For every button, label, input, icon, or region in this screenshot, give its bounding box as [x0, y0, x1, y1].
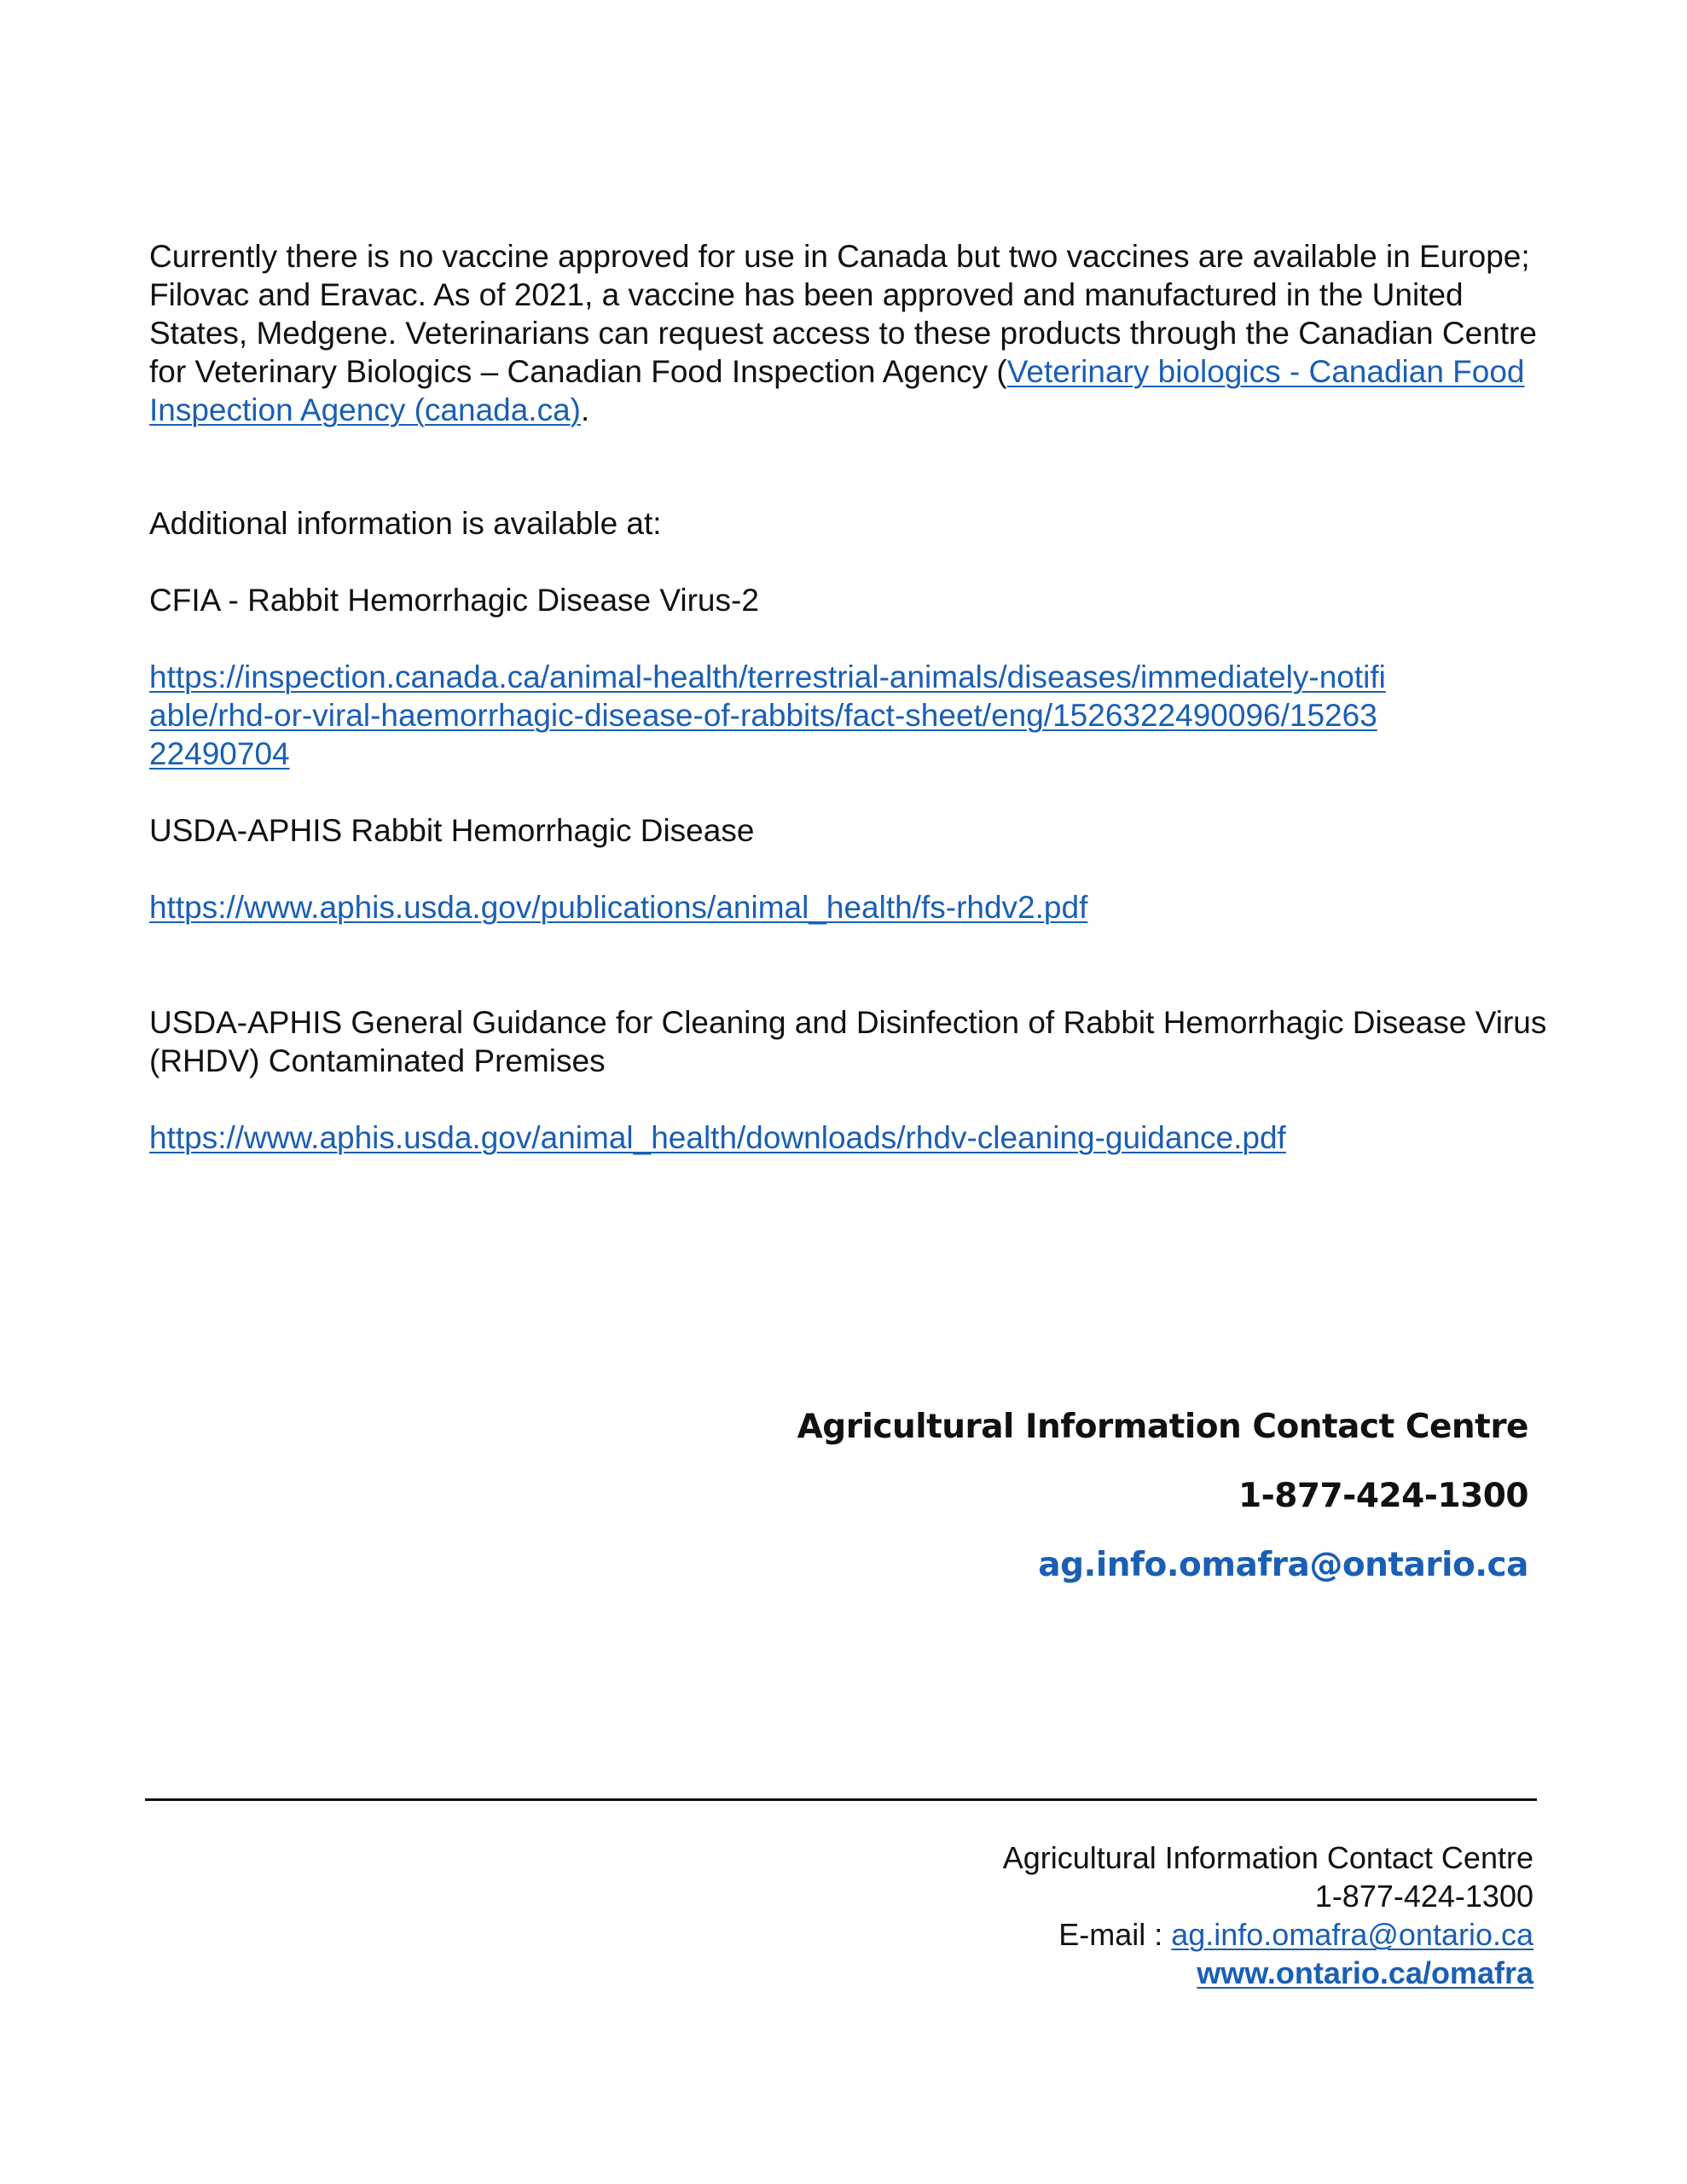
- veterinary-biologics-link[interactable]: Veterinary biologics - Canadian Food Inspection Agency (canada.ca): [149, 354, 1525, 427]
- resource-link-cfia: [149, 658, 1394, 773]
- contact-centre-name: Agricultural Information Contact Centre: [797, 1408, 1528, 1446]
- footer-email-link[interactable]: ag.info.omafra@ontario.ca: [1171, 1917, 1533, 1952]
- footer-email-line: [1003, 1915, 1533, 1954]
- resource-link-usda-rhd: [149, 888, 1548, 926]
- resource-title-usda-cleaning: USDA-APHIS General Guidance for Cleaning and Disinfection of Rabbit Hemorrhagic Disease Virus (RHDV) Contaminated Premises: [149, 1005, 1547, 1078]
- resource-link-usda-cleaning: [149, 1118, 1548, 1157]
- footer-website-line: [1003, 1954, 1533, 1992]
- usda-cleaning-url-link[interactable]: https://www.aphis.usda.gov/animal_health/downloads/rhdv-cleaning-guidance.pdf: [149, 1120, 1286, 1155]
- footer-contact: [1003, 1838, 1533, 1992]
- contact-email[interactable]: ag.info.omafra@ontario.ca: [1038, 1546, 1528, 1584]
- usda-rhd-url-link[interactable]: https://www.aphis.usda.gov/publications/animal_health/fs-rhdv2.pdf: [149, 890, 1088, 925]
- resource-title-cfia: CFIA - Rabbit Hemorrhagic Disease Virus-2: [149, 583, 759, 618]
- intro-tail: .: [581, 392, 590, 427]
- resource-title-usda-rhd: USDA-APHIS Rabbit Hemorrhagic Disease: [149, 813, 755, 848]
- contact-phone: 1-877-424-1300: [1238, 1477, 1528, 1515]
- footer-website-link[interactable]: www.ontario.ca/omafra: [1197, 1955, 1533, 1990]
- additional-info-heading: Additional information is available at:: [149, 506, 662, 541]
- footer-phone: 1-877-424-1300: [1314, 1879, 1533, 1914]
- intro-text: Currently there is no vaccine approved for use in Canada but two vaccines are available in Europe; Filovac and Eravac. As of 2021, a vaccine has been approved and manufactured in the United States, Medgene. Veterinarians can request access to these products through the Canadian Centre for Veterinary Biologics – Canadian Food Inspection Agency (: [149, 239, 1537, 389]
- intro-paragraph: [149, 237, 1548, 429]
- footer-email-label: E-mail :: [1058, 1917, 1172, 1952]
- cfia-url-link[interactable]: https://inspection.canada.ca/animal-health/terrestrial-animals/diseases/immediately-notifiable/rhd-or-viral-haemorrhagic-disease-of-rabbits/fact-sheet/eng/1526322490096/1526322490704: [149, 659, 1386, 771]
- footer-divider: [145, 1798, 1537, 1801]
- footer-centre-name: Agricultural Information Contact Centre: [1002, 1840, 1533, 1875]
